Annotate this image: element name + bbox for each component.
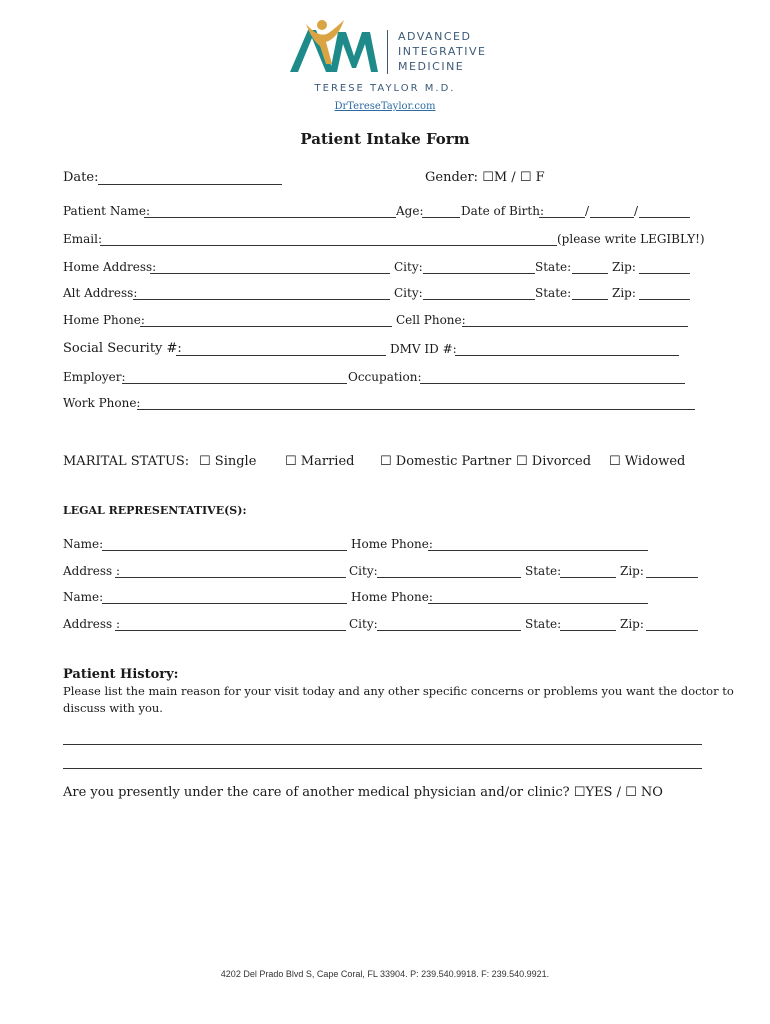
single-checkbox[interactable]: ☐ (199, 454, 211, 469)
alt-address-label: Alt Address: (63, 286, 138, 300)
home-state-label: State: (535, 260, 572, 274)
home-zip-field[interactable] (639, 273, 690, 274)
email-field[interactable] (100, 245, 557, 246)
legal-address-2-field[interactable] (115, 630, 346, 631)
divorced-label: Divorced (531, 454, 592, 469)
dob-slash-2: / (634, 204, 639, 218)
alt-zip-field[interactable] (639, 299, 690, 300)
history-answer-line-1[interactable] (63, 744, 702, 745)
care-yes-checkbox[interactable]: ☐ (573, 785, 586, 800)
domestic-partner-checkbox[interactable]: ☐ (380, 454, 392, 469)
brand-line-1: ADVANCED (398, 30, 472, 43)
email-note: (please write LEGIBLY!) (557, 232, 705, 246)
legal-address-1-field[interactable] (115, 577, 346, 578)
legal-name-2-label: Name: (63, 590, 104, 604)
home-address-field[interactable] (150, 273, 390, 274)
ssn-field[interactable] (176, 355, 386, 356)
footer-address: 4202 Del Prado Blvd S, Cape Coral, FL 33904. P: 239.540.9918. F: 239.540.9921. (220, 969, 550, 979)
widowed-label: Widowed (624, 454, 686, 469)
legal-state-1-label: State: (525, 564, 562, 578)
marital-option-divorced[interactable] (516, 454, 591, 469)
marital-option-widowed[interactable] (609, 454, 685, 469)
brand-line-3: MEDICINE (398, 60, 465, 73)
legal-name-2-field[interactable] (102, 603, 347, 604)
dmv-label: DMV ID #: (390, 342, 457, 356)
legal-zip-1-label: Zip: (620, 564, 644, 578)
home-state-field[interactable] (572, 273, 608, 274)
history-answer-line-2[interactable] (63, 768, 702, 769)
legal-phone-1-field[interactable] (428, 550, 648, 551)
domestic-partner-label: Domestic Partner (395, 454, 512, 469)
history-prompt-line-2: discuss with you. (63, 701, 163, 715)
gender-m-label: M / (493, 170, 516, 185)
dob-month-field[interactable] (539, 217, 585, 218)
legal-state-2-label: State: (525, 617, 562, 631)
email-label: Email: (63, 232, 103, 246)
care-question-text: Are you presently under the care of another medical physician and/or clinic? (63, 785, 570, 800)
dob-year-field[interactable] (639, 217, 690, 218)
legal-city-1-label: City: (349, 564, 378, 578)
age-field[interactable] (422, 217, 460, 218)
legal-zip-2-label: Zip: (620, 617, 644, 631)
gender-m-checkbox[interactable]: ☐ (482, 170, 494, 185)
legal-zip-2-field[interactable] (646, 630, 698, 631)
age-label: Age: (396, 204, 424, 218)
history-prompt-line-1: Please list the main reason for your visit today and any other specific concerns or problems you want the doctor to (63, 684, 734, 698)
alt-address-field[interactable] (133, 299, 390, 300)
widowed-checkbox[interactable]: ☐ (609, 454, 621, 469)
website-link[interactable]: DrTereseTaylor.com (334, 101, 436, 112)
occupation-label: Occupation: (348, 370, 422, 384)
legal-name-1-field[interactable] (102, 550, 347, 551)
clinic-logo (286, 18, 382, 76)
legal-phone-2-field[interactable] (428, 603, 648, 604)
married-checkbox[interactable]: ☐ (285, 454, 297, 469)
legal-phone-2-label: Home Phone: (351, 590, 433, 604)
care-question (63, 785, 663, 800)
dmv-field[interactable] (455, 355, 679, 356)
marital-option-single[interactable] (199, 454, 256, 469)
form-title: Patient Intake Form (300, 130, 470, 148)
legal-state-2-field[interactable] (560, 630, 616, 631)
dob-day-field[interactable] (590, 217, 634, 218)
date-field[interactable] (98, 184, 282, 185)
cell-phone-field[interactable] (462, 326, 688, 327)
cell-phone-label: Cell Phone: (396, 313, 466, 327)
alt-city-label: City: (394, 286, 423, 300)
divorced-checkbox[interactable]: ☐ (516, 454, 528, 469)
legal-phone-1-label: Home Phone: (351, 537, 433, 551)
legal-city-1-field[interactable] (377, 577, 521, 578)
legal-city-2-field[interactable] (377, 630, 521, 631)
doctor-name: TERESE TAYLOR M.D. (314, 83, 456, 94)
patient-name-field[interactable] (144, 217, 396, 218)
alt-state-field[interactable] (572, 299, 608, 300)
legal-state-1-field[interactable] (560, 577, 616, 578)
alt-zip-label: Zip: (612, 286, 636, 300)
brand-line-2: INTEGRATIVE (398, 45, 487, 58)
care-yes-label: YES / (585, 785, 621, 800)
home-address-label: Home Address: (63, 260, 157, 274)
legal-rep-heading: LEGAL REPRESENTATIVE(S): (63, 504, 247, 517)
legal-name-1-label: Name: (63, 537, 104, 551)
married-label: Married (300, 454, 355, 469)
alt-city-field[interactable] (423, 299, 535, 300)
dob-label: Date of Birth: (461, 204, 544, 218)
logo-divider (387, 30, 388, 74)
occupation-field[interactable] (420, 383, 685, 384)
gender-f-label: F (535, 170, 545, 185)
work-phone-label: Work Phone: (63, 396, 141, 410)
gender-text: Gender: (425, 170, 479, 185)
gender-f-checkbox[interactable]: ☐ (519, 170, 532, 185)
employer-label: Employer: (63, 370, 126, 384)
home-zip-label: Zip: (612, 260, 636, 274)
patient-name-label: Patient Name: (63, 204, 150, 218)
legal-city-2-label: City: (349, 617, 378, 631)
home-phone-field[interactable] (140, 326, 392, 327)
alt-state-label: State: (535, 286, 572, 300)
marital-status-label: MARITAL STATUS: (63, 454, 190, 469)
marital-option-married[interactable] (285, 454, 354, 469)
employer-field[interactable] (122, 383, 347, 384)
care-no-checkbox[interactable]: ☐ (625, 785, 637, 800)
patient-history-heading: Patient History: (63, 667, 179, 682)
marital-option-domestic-partner[interactable] (380, 454, 511, 469)
single-label: Single (214, 454, 257, 469)
home-city-field[interactable] (423, 273, 535, 274)
dob-slash-1: / (585, 204, 590, 218)
care-no-label: NO (640, 785, 663, 800)
home-phone-label: Home Phone: (63, 313, 145, 327)
home-city-label: City: (394, 260, 423, 274)
date-label: Date: (63, 170, 99, 185)
legal-address-1-label: Address : (63, 564, 121, 578)
work-phone-field[interactable] (137, 409, 695, 410)
gender-label (425, 170, 545, 185)
ssn-label: Social Security #: (63, 341, 182, 356)
legal-address-2-label: Address : (63, 617, 121, 631)
legal-zip-1-field[interactable] (646, 577, 698, 578)
